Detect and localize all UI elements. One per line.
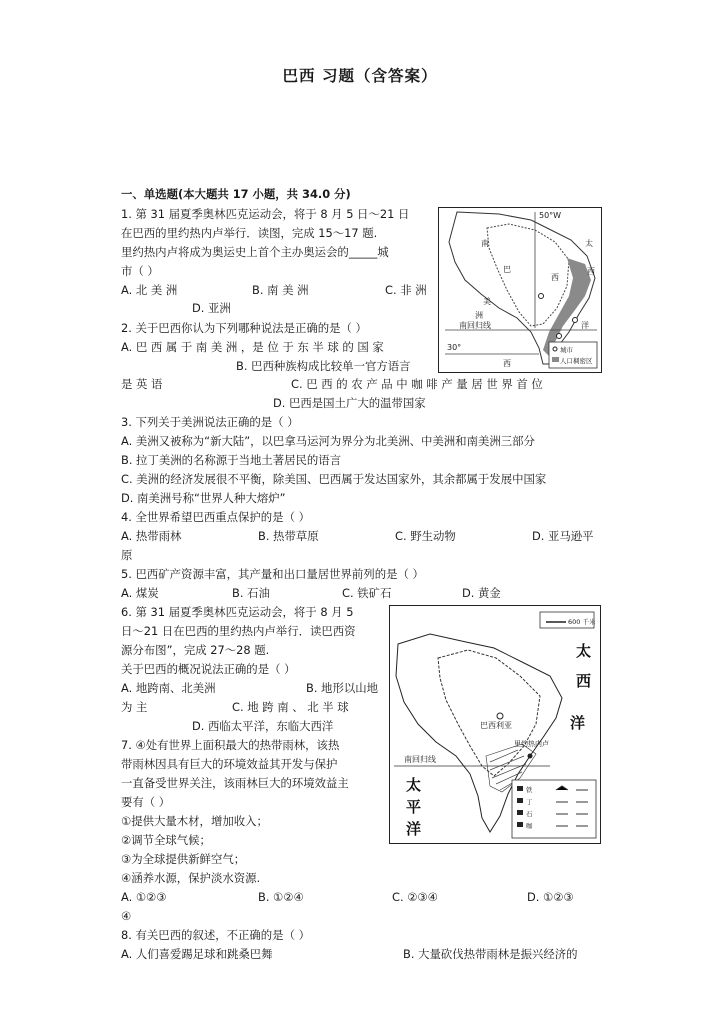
q3-stem: 3. 下列关于美洲说法正确的是（ ）	[121, 415, 299, 429]
brazil-population-map	[438, 207, 602, 373]
legend-swatch	[517, 786, 523, 791]
q2-option-b: B. 巴西种族构成比较单一官方语言	[236, 359, 411, 373]
tropic-label: 南回归线	[459, 321, 491, 330]
q5-option-d: D. 黄金	[462, 586, 501, 600]
map2-legend	[512, 780, 596, 838]
legend-swatch	[517, 810, 523, 815]
q7-option-a: A. ①②③	[121, 890, 167, 904]
q6-stem-line1: 6. 第 31 届夏季奥林匹克运动会，将于 8 月 5	[121, 605, 354, 619]
legend-item-3: 石	[526, 810, 533, 818]
rio-dot	[528, 754, 533, 759]
q4-option-c: C. 野生动物	[395, 529, 456, 543]
q7-statement-2: ②调节全球气候；	[121, 833, 211, 847]
city-dot	[573, 318, 578, 323]
q2-option-a: A. 巴 西 属 于 南 美 洲 ，是 位 于 东 半 球 的 国 家	[121, 340, 384, 354]
city-dot	[539, 294, 544, 299]
map-label-tai: 太	[585, 239, 593, 248]
map2-label-yang: 洋	[570, 714, 586, 732]
q8-option-a: A. 人们喜爱踢足球和跳桑巴舞	[121, 947, 273, 961]
q1-stem-line4: 市（ ）	[121, 264, 159, 278]
map-label-xi: 西	[551, 273, 559, 282]
q1-option-b: B. 南 美 洲	[252, 283, 309, 297]
q7-option-c: C. ②③④	[392, 890, 438, 904]
map2-label-ping: 平	[406, 798, 422, 816]
q7-statement-1: ①提供大量木材，增加收入；	[121, 814, 268, 828]
latitude-label: 30°	[447, 343, 462, 352]
map-label-south: 南	[481, 239, 489, 248]
map-label-mei: 美	[483, 297, 491, 306]
q7-stem-line2: 带雨林因具有巨大的环境效益其开发与保护	[121, 757, 338, 771]
q6-stem-line4: 关于巴西的概况说法正确的是（ ）	[121, 662, 296, 676]
q4-stem: 4. 全世界希望巴西重点保护的是（ ）	[121, 510, 310, 524]
q5-option-b: B. 石油	[232, 586, 270, 600]
q2-stem: 2. 关于巴西你认为下列哪种说法是正确的是（ ）	[121, 321, 367, 335]
q7-stem-line3: 一直备受世界关注，该雨林巨大的环境效益主	[121, 776, 349, 790]
q6-stem-line3: 源分布图”，完成 27～28 题.	[121, 643, 270, 657]
brazil-resource-map	[389, 605, 601, 844]
q3-option-b: B. 拉丁美洲的名称源于当地土著居民的语言	[121, 453, 342, 467]
legend-item-1: 铁	[526, 786, 533, 794]
q4-option-a: A. 热带雨林	[121, 529, 182, 543]
q7-stem-line4: 要有（ ）	[121, 795, 171, 809]
q6-option-c: C. 地 跨 南 、 北 半 球	[232, 700, 349, 714]
map2-label-tai: 太	[576, 642, 592, 660]
q1-option-c: C. 非 洲	[385, 283, 427, 297]
legend-city-icon	[553, 347, 557, 351]
capital-dot	[497, 713, 503, 719]
meridian-label: 50°W	[539, 211, 562, 220]
q7-option-b: B. ①②④	[258, 890, 304, 904]
q5-option-c: C. 铁矿石	[342, 586, 392, 600]
q3-option-c: C. 美洲的经济发展很不平衡，除美国、巴西属于发达国家外，其余都属于发展中国家	[121, 472, 547, 486]
map2-label-xi: 西	[576, 672, 592, 690]
q4-option-b: B. 热带草原	[258, 529, 319, 543]
map-label-xi3: 西	[503, 359, 511, 368]
map-label-zhou: 洲	[475, 311, 483, 320]
q3-option-d: D. 南美洲号称“世界人种大熔炉”	[121, 491, 286, 505]
q1-stem-line3: 里约热内卢将成为奥运史上首个主办奥运会的_____城	[121, 245, 389, 259]
q6-option-a: A. 地跨南、北美洲	[121, 681, 216, 695]
q7-option-d-cont: ④	[121, 909, 132, 923]
q1-stem-line1: 1. 第 31 届夏季奥林匹克运动会，将于 8 月 5 日～21 日	[121, 207, 410, 221]
q7-statement-3: ③为全球提供新鲜空气；	[121, 852, 246, 866]
legend-swatch	[517, 798, 523, 803]
legend-pop-swatch	[552, 357, 559, 362]
q4-option-d: D. 亚马逊平	[532, 529, 594, 543]
q6-option-b: B. 地形以山地	[306, 681, 379, 695]
map2-label-tai2: 太	[406, 776, 422, 794]
q5-option-a: A. 煤炭	[121, 586, 159, 600]
q6-option-b-cont: 为 主	[121, 700, 148, 714]
legend-pop-label: 人口稠密区	[560, 357, 593, 365]
q4-option-d-cont: 原	[121, 548, 133, 562]
map-label-ba: 巴	[503, 265, 511, 274]
city-dot	[557, 334, 562, 339]
q6-option-d: D. 西临太平洋，东临大西洋	[192, 719, 334, 733]
legend-item-4: 咖	[526, 822, 533, 830]
scale-label: 600 千米	[568, 618, 596, 626]
section-heading: 一、单选题(本大题共 17 小题，共 34.0 分)	[121, 187, 351, 201]
q8-stem: 8. 有关巴西的叙述，不正确的是（ ）	[121, 928, 310, 942]
q2-option-d: D. 巴西是国土广大的温带国家	[273, 396, 426, 410]
q1-option-d: D. 亚洲	[192, 301, 231, 315]
page-title: 巴西 习题（含答案）	[282, 67, 438, 85]
legend-swatch	[517, 822, 523, 827]
q2-option-b-cont: 是 英 语	[121, 377, 163, 391]
q2-option-c: C. 巴 西 的 农 产 品 中 咖 啡 产 量 居 世 界 首 位	[291, 377, 543, 391]
map-label-yang: 洋	[581, 321, 589, 330]
tropic-label: 南回归线	[404, 755, 436, 764]
q3-option-a: A. 美洲又被称为“新大陆”，以巴拿马运河为界分为北美洲、中美洲和南美洲三部分	[121, 434, 535, 448]
q7-option-d: D. ①②③	[527, 890, 574, 904]
q1-option-a: A. 北 美 洲	[121, 283, 178, 297]
rio-label: 里约热内卢	[514, 740, 549, 748]
legend-city-label: 城市	[560, 346, 573, 354]
q1-stem-line2: 在巴西的里约热内卢举行．读图，完成 15～17 题.	[121, 226, 378, 240]
map2-label-yang2: 洋	[406, 820, 422, 838]
q7-stem-line1: 7. ④处有世界上面积最大的热带雨林，该热	[121, 738, 340, 752]
map-label-xi2: 西	[587, 267, 595, 276]
q5-stem: 5. 巴西矿产资源丰富，其产量和出口量居世界前列的是（ ）	[121, 567, 424, 581]
q8-option-b: B. 大量砍伐热带雨林是振兴经济的	[403, 947, 578, 961]
q6-stem-line2: 日～21 日在巴西的里约热内卢举行．读巴西资	[121, 624, 356, 638]
legend-item-2: 丁	[526, 798, 533, 806]
capital-label: 巴西利亚	[480, 721, 512, 730]
q7-statement-4: ④涵养水源，保护淡水资源.	[121, 871, 261, 885]
